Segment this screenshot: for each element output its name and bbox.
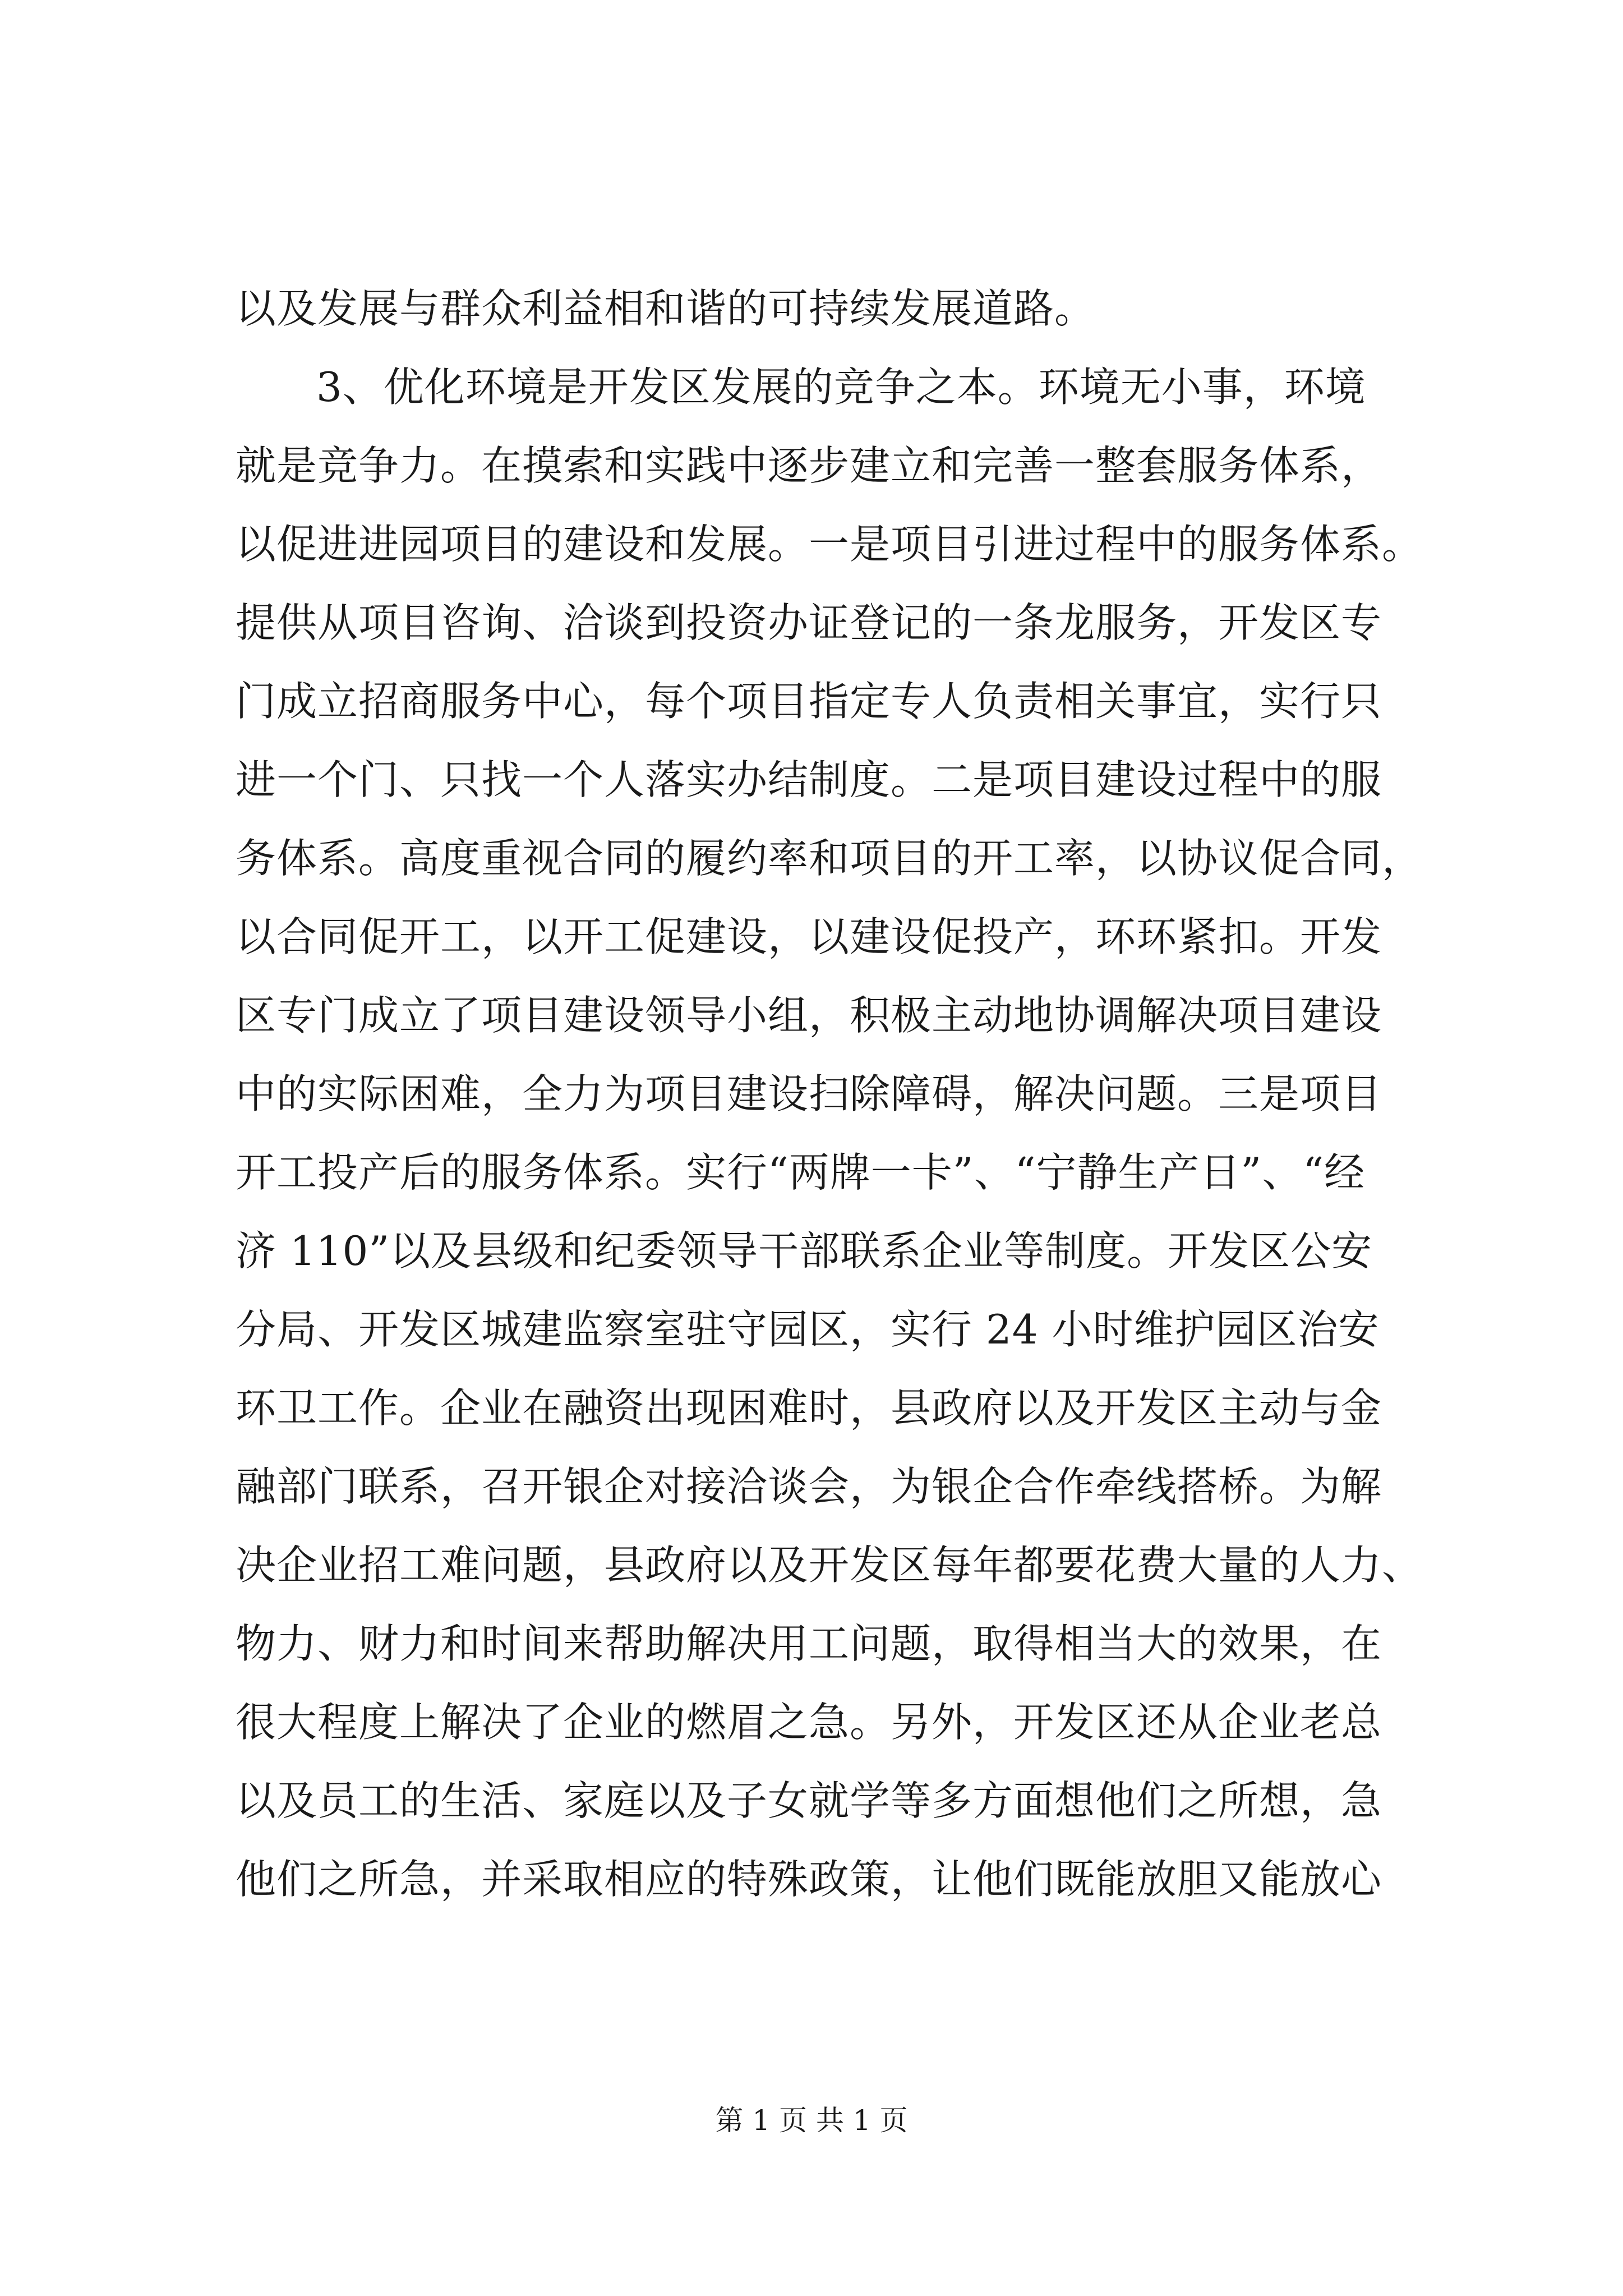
- text-line: 开工投产后的服务体系。实行“两牌一卡”、“宁静生产日”、“经: [236, 1149, 1366, 1196]
- text-line: 中的实际困难，全力为项目建设扫除障碍，解决问题。三是项目: [236, 1070, 1382, 1117]
- text-line: 物力、财力和时间来帮助解决用工问题，取得相当大的效果，在: [236, 1620, 1382, 1667]
- text-line: 门成立招商服务中心，每个项目指定专人负责相关事宜，实行只: [236, 678, 1382, 725]
- text-line: 很大程度上解决了企业的燃眉之急。另外，开发区还从企业老总: [236, 1699, 1382, 1746]
- text-line: 环卫工作。企业在融资出现困难时，县政府以及开发区主动与金: [236, 1384, 1382, 1432]
- text-line: 分局、开发区城建监察室驻守园区，实行 24 小时维护园区治安: [236, 1306, 1380, 1353]
- text-line: 就是竞争力。在摸索和实践中逐步建立和完善一整套服务体系，: [236, 442, 1382, 489]
- text-line: 以合同促开工，以开工促建设，以建设促投产，环环紧扣。开发: [236, 913, 1382, 960]
- text-line: 决企业招工难问题，县政府以及开发区每年都要花费大量的人力、: [236, 1542, 1423, 1589]
- text-line: 济 110”以及县级和纪委领导干部联系企业等制度。开发区公安: [236, 1227, 1373, 1274]
- text-line: 以及员工的生活、家庭以及子女就学等多方面想他们之所想，急: [236, 1777, 1382, 1824]
- text-line: 提供从项目咨询、洽谈到投资办证登记的一条龙服务，开发区专: [236, 599, 1382, 646]
- text-line: 务体系。高度重视合同的履约率和项目的开工率，以协议促合同，: [236, 835, 1423, 882]
- page-number-footer: 第 1 页 共 1 页: [715, 2104, 908, 2137]
- text-line: 他们之所急，并采取相应的特殊政策，让他们既能放胆又能放心: [236, 1856, 1382, 1903]
- document-body: [236, 269, 1447, 1918]
- text-line: 以促进进园项目的建设和发展。一是项目引进过程中的服务体系。: [236, 521, 1423, 568]
- text-line: 进一个门、只找一个人落实办结制度。二是项目建设过程中的服: [236, 756, 1382, 803]
- text-line: 区专门成立了项目建设领导小组，积极主动地协调解决项目建设: [236, 992, 1382, 1039]
- text-line: 融部门联系，召开银企对接洽谈会，为银企合作牵线搭桥。为解: [236, 1463, 1382, 1510]
- text-line: 3、优化环境是开发区发展的竞争之本。环境无小事，环境: [316, 364, 1366, 411]
- text-line: 以及发展与群众利益相和谐的可持续发展道路。: [236, 285, 1096, 332]
